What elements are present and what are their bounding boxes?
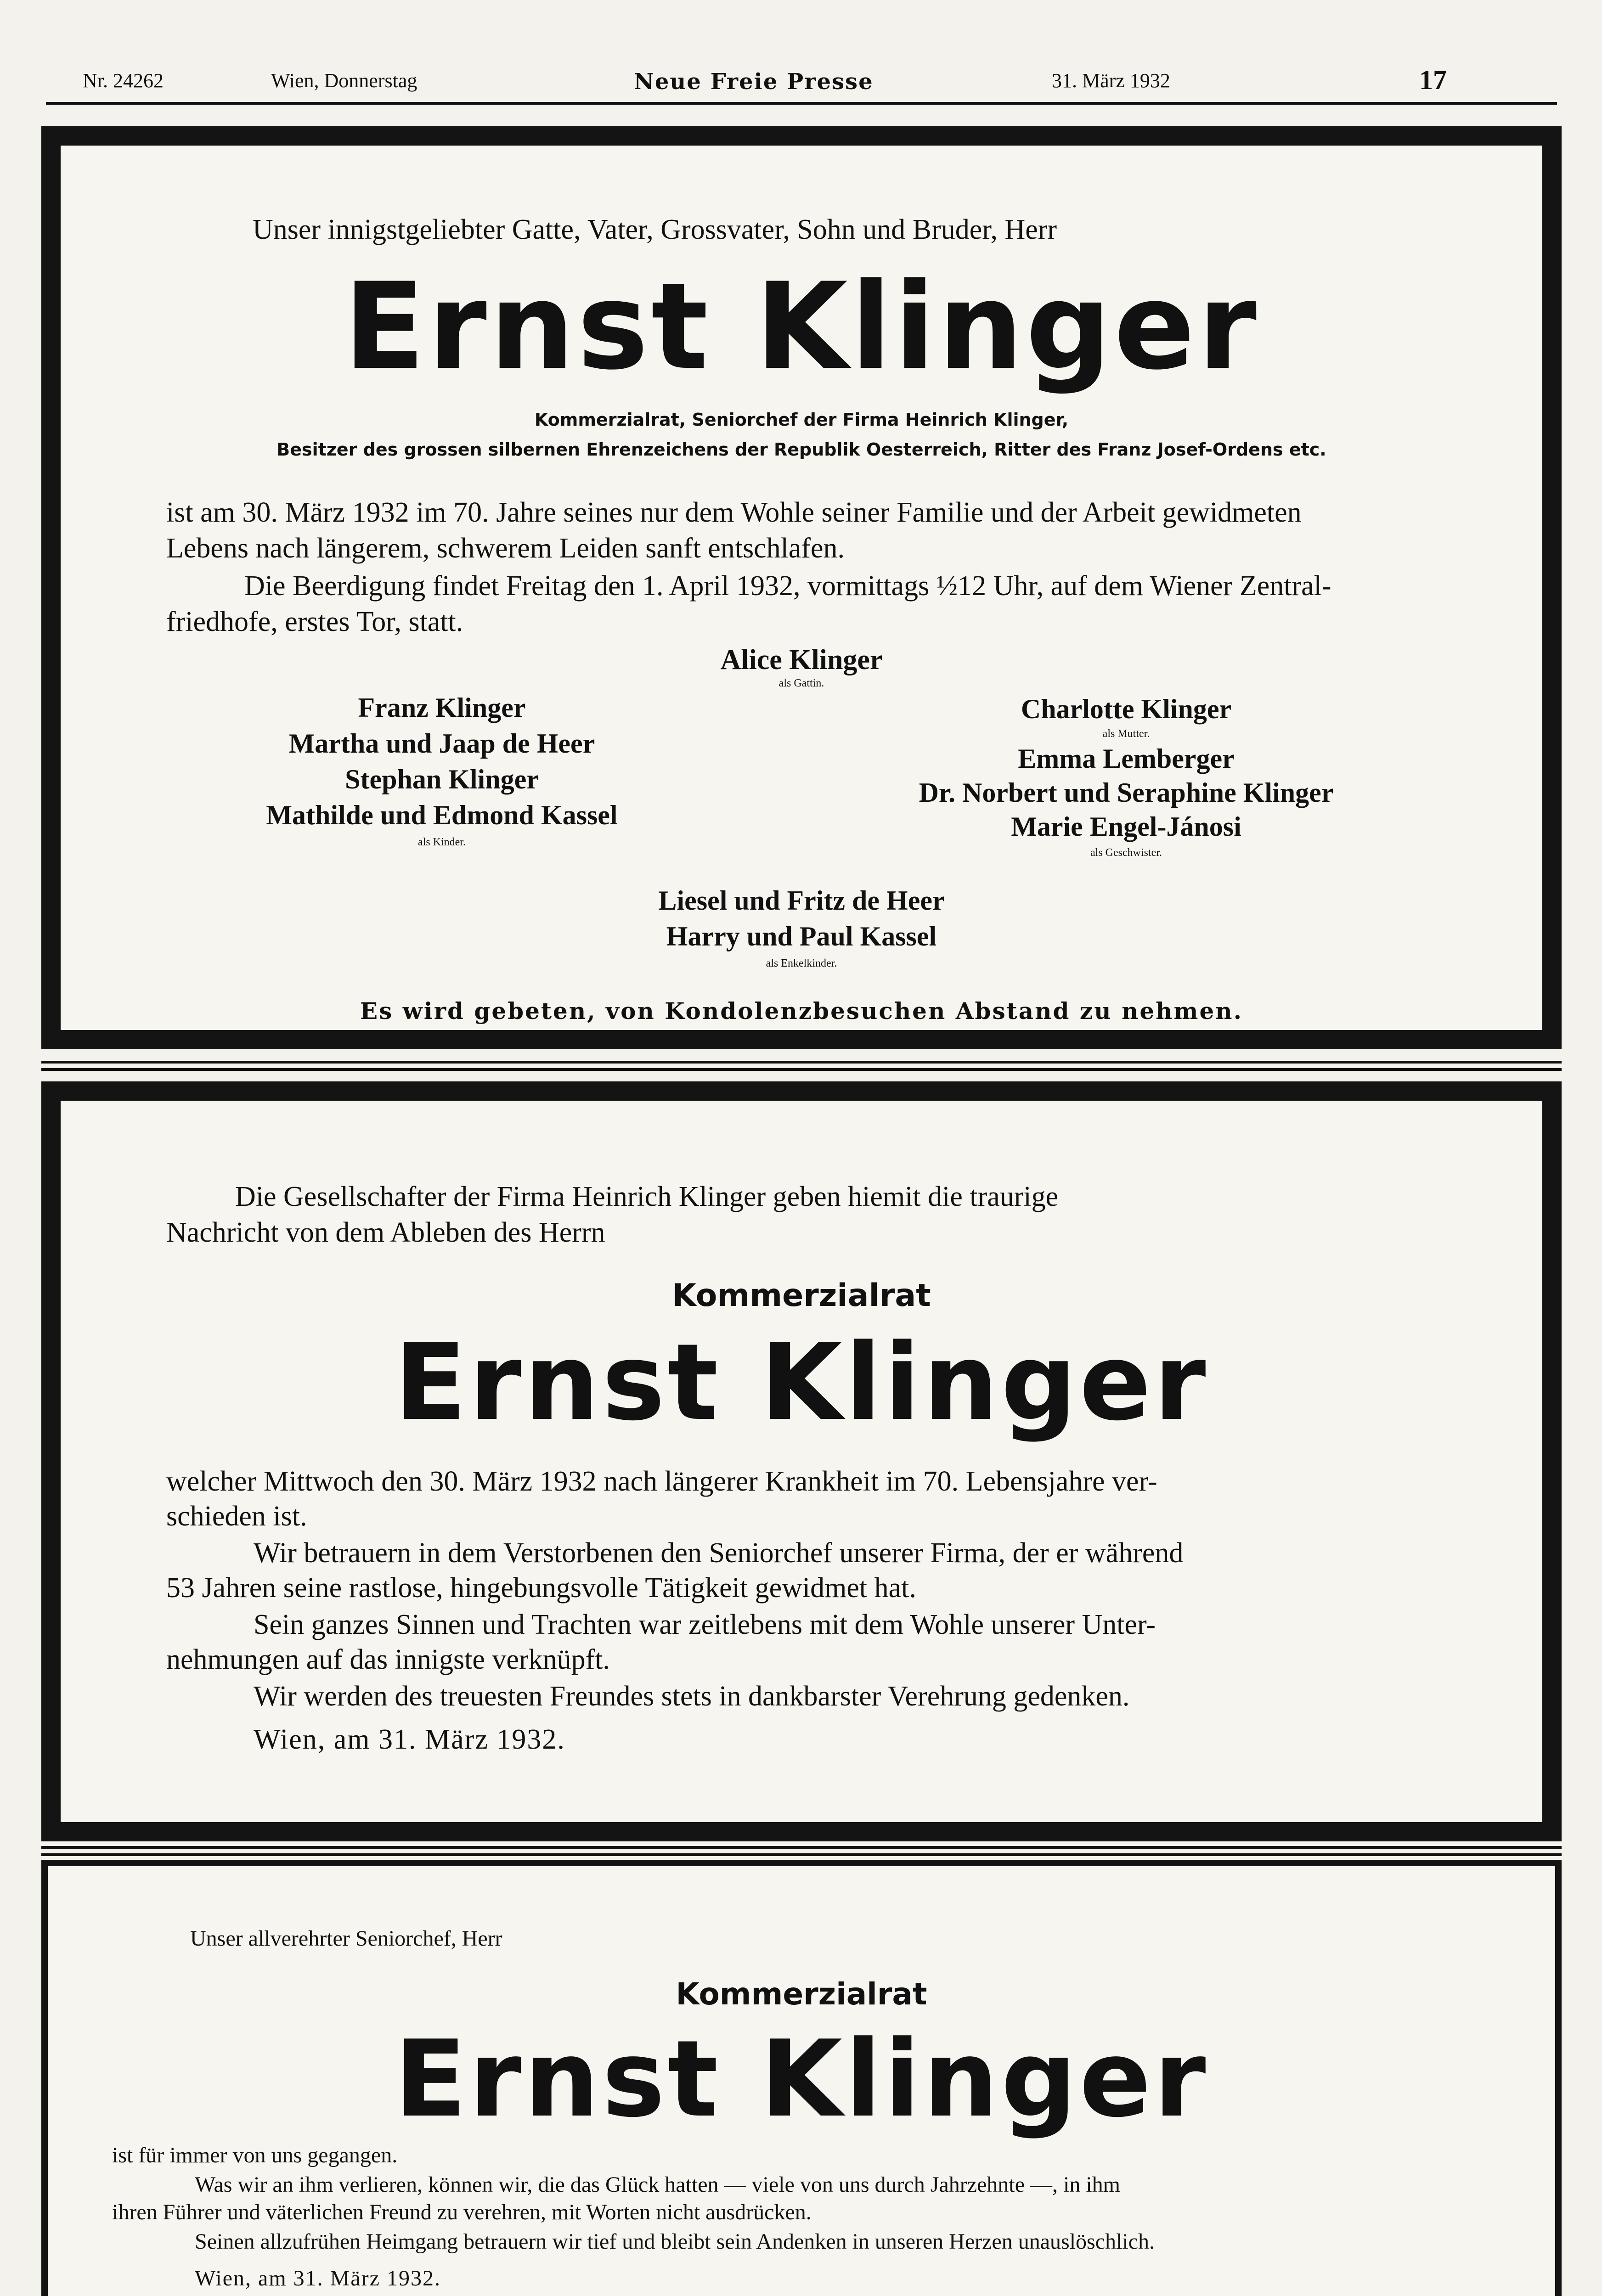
mother-caption: als Mutter.: [1102, 728, 1150, 740]
deceased-name: Ernst Klinger: [344, 258, 1259, 396]
body-line: Wir betrauern in dem Verstorbenen den Seniorchef unserer Firma, der er während: [254, 1537, 1184, 1569]
place-date-line: Wien, am 31. März 1932.: [254, 1724, 565, 1755]
separator-rule: [41, 1061, 1562, 1071]
child-name: Franz Klinger: [358, 692, 526, 723]
body-line: 53 Jahren seine rastlose, hingebungsvolle Tätigkeit gewidmet hat.: [166, 1572, 916, 1604]
body-line: schieden ist.: [166, 1501, 307, 1532]
mother-and-siblings: [851, 692, 1402, 862]
body-line: welcher Mittwoch den 30. März 1932 nach längerer Krankheit im 70. Lebensjahre ver-: [166, 1466, 1157, 1497]
page-number: 17: [1419, 65, 1447, 95]
rank-title: Kommerzialrat: [672, 1277, 931, 1314]
header-rule: [46, 102, 1557, 105]
title-line-2: Besitzer des grossen silbernen Ehrenzeichens der Republik Oesterreich, Ritter des Franz Josef-Ordens etc.: [276, 439, 1326, 460]
funeral-line-2: friedhofe, erstes Tor, statt.: [166, 606, 463, 637]
body-line: nehmungen auf das innigste verknüpft.: [166, 1644, 610, 1675]
siblings-caption: als Geschwister.: [1090, 847, 1162, 859]
intro-text: Unser innigstgeliebter Gatte, Vater, Grossvater, Sohn und Bruder, Herr: [253, 214, 1057, 245]
grandchild-name: Liesel und Fritz de Heer: [658, 885, 945, 916]
title-line-1: Kommerzialrat, Seniorchef der Firma Heinrich Klinger,: [534, 410, 1069, 430]
funeral-line-1: Die Beerdigung findet Freitag den 1. April 1932, vormittags ½12 Uhr, auf dem Wiener Zentral-: [244, 570, 1331, 602]
masthead: Neue Freie Presse: [634, 69, 874, 95]
child-name: Stephan Klinger: [345, 764, 539, 794]
separator-rule: [41, 1846, 1562, 1856]
children-caption: als Kinder.: [418, 836, 466, 848]
place-day: Wien, Donnerstag: [271, 69, 417, 92]
death-notice-family: [41, 126, 1562, 1049]
body-line: Was wir an ihm verlieren, können wir, die das Glück hatten — viele von uns durch Jahrzehnte —, in ihm: [195, 2172, 1121, 2197]
deceased-name: Ernst Klinger: [394, 2018, 1209, 2141]
issue-number: Nr. 24262: [83, 69, 164, 92]
body-line: Sein ganzes Sinnen und Trachten war zeitlebens mit dem Wohle unserer Unter-: [254, 1609, 1156, 1640]
grandchild-name: Harry und Paul Kassel: [666, 921, 937, 951]
intro-text: Unser allverehrter Seniorchef, Herr: [190, 1926, 502, 1951]
intro-line-2: Nachricht von dem Ableben des Herrn: [166, 1217, 605, 1248]
child-name: Mathilde und Edmond Kassel: [266, 800, 618, 830]
body-line: ist für immer von uns gegangen.: [112, 2143, 398, 2167]
children-list: [198, 690, 685, 851]
body-line-2: Lebens nach längerem, schwerem Leiden sanft entschlafen.: [166, 533, 845, 564]
body-line-1: ist am 30. März 1932 im 70. Jahre seines nur dem Wohle seiner Familie und der Arbeit gewidmeten: [166, 497, 1302, 528]
issue-date: 31. März 1932: [1052, 69, 1170, 92]
body-line: ihren Führer und väterlichen Freund zu verehren, mit Worten nicht ausdrücken.: [112, 2200, 812, 2224]
sibling-name: Marie Engel-Jánosi: [1011, 811, 1241, 842]
condolence-request: Es wird gebeten, von Kondolenzbesuchen Abstand zu nehmen.: [360, 997, 1243, 1024]
sibling-name: Dr. Norbert und Seraphine Klinger: [919, 777, 1334, 808]
death-notice-partners: [41, 1081, 1562, 1841]
body-line: Seinen allzufrühen Heimgang betrauern wir tief und bleibt sein Andenken in unseren Herzen unauslöschlich.: [195, 2229, 1155, 2254]
rank-title: Kommerzialrat: [676, 1976, 927, 2012]
grandchildren-caption: als Enkelkinder.: [766, 957, 837, 969]
intro-line-1: Die Gesellschafter der Firma Heinrich Klinger geben hiemit die traurige: [235, 1181, 1059, 1212]
deceased-name: Ernst Klinger: [394, 1322, 1209, 1444]
wife-name: Alice Klinger: [720, 644, 883, 675]
child-name: Martha und Jaap de Heer: [288, 728, 595, 759]
sibling-name: Emma Lemberger: [1018, 743, 1235, 774]
mother-name: Charlotte Klinger: [1021, 694, 1232, 724]
body-line: Wir werden des treuesten Freundes stets in dankbarster Verehrung gedenken.: [254, 1681, 1130, 1712]
grandchildren-list: [526, 883, 1077, 973]
place-date-line: Wien, am 31. März 1932.: [195, 2266, 441, 2290]
wife-caption: als Gattin.: [778, 677, 824, 689]
death-notice-employees: [41, 1860, 1562, 2296]
